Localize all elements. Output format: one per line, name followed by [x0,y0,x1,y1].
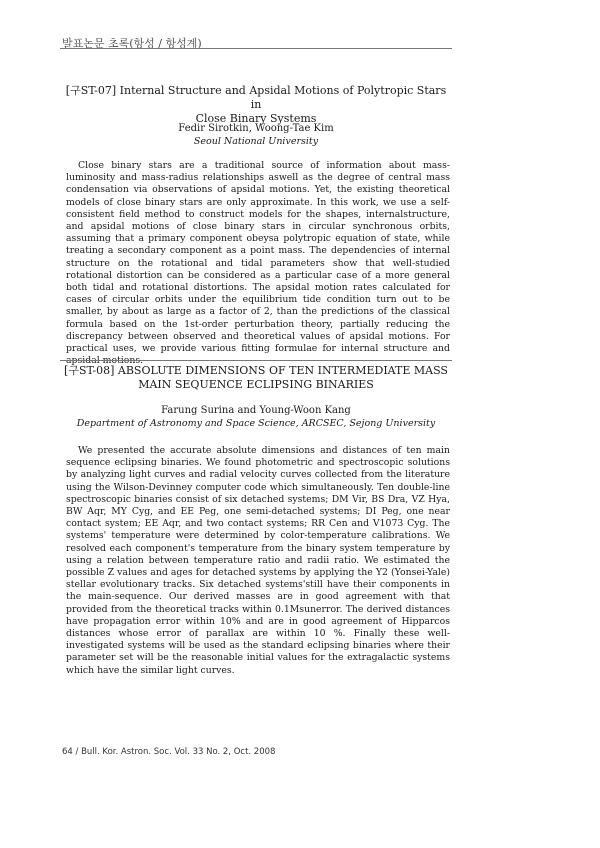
paper-affiliation: Seoul National University [193,136,319,147]
page-footer: 64 / Bull. Kor. Astron. Soc. Vol. 33 No. 2, Oct. 2008 [62,747,276,757]
paper-title-line: MAIN SEQUENCE ECLIPSING BINARIES [138,378,374,391]
running-header: 발표논문 초록(항성 / 항성계) [62,37,202,50]
paper-title-line: [구ST-08] ABSOLUTE DIMENSIONS OF TEN INTERMEDIATE MASS [64,364,448,377]
paper-title [60,364,452,392]
paper-title-line: Close Binary Systems [195,112,317,125]
paper-abstract: We presented the accurate absolute dimensions and distances of ten main sequence eclipsing binaries. We found photometric and spectroscopic solutions by analyzing light curves and radial velocity curves collected from the literature using the Wilson-Devinney computer code which simultaneously. Ten double-line spectroscopic binaries consist of six detached systems; DM Vir, BS Dra, VZ Hya, BW Aqr, MY Cyg, and EE Peg, one semi-detached systems; DI Peg, one near contact system; EE Aqr, and two contact systems; RR Cen and V1073 Cyg. The systems' temperature were determined by color-temperature calibrations. We resolved each component's temperature from the binary system temperature by using a relation between temperature ratio and radii ratio. We estimated the possible Z values and ages for detached systems by applying the Y2 (Yonsei-Yale) stellar evolutionary tracks. Six detached systems'still have their components in the main-sequence. Our derived masses are in good agreement with that provided from the theoretical tracks within 0.1Msunerror. The derived distances have propagation error within 10% and are in good agreement of Hipparcos distances whose error of parallax are within 10 %. Finally these well-investigated systems will be used as the standard eclipsing binaries where their parameter set will be the reasonable initial values for the extragalactic systems which have the similar light curves. [66,445,450,676]
paper-title-line: [구ST-07] Internal Structure and Apsidal Motions of Polytropic Stars in [65,84,447,111]
paper-affiliation: Department of Astronomy and Space Science, ARCSEC, Sejong University [76,418,436,429]
section-divider [60,360,452,361]
paper-authors: Fedir Sirotkin, Woong-Tae Kim [178,123,334,134]
paper-title [60,84,452,126]
paper-authors: Farung Surina and Young-Woon Kang [161,405,351,416]
paper-abstract: Close binary stars are a traditional source of information about mass-luminosity and mass-radius relationships aswell as the degree of central mass condensation via observations of apsidal motions. Yet, the existing theoretical models of close binary stars are only approximate. In this work, we use a self-consistent field method to construct models for the shapes, internalstructure, and apsidal motions of close binary stars in circular synchronous orbits, assuming that a primary component obeysa polytropic equation of state, while treating a secondary component as a point mass. The dependencies of internal structure on the rotational and tidal parameters show that well-studied rotational distortion can be considered as a particular case of a more general both tidal and rotational distortions. The apsidal motion rates calculated for cases of circular orbits under the equilibrium tide condition turn out to be smaller, by about as large as a factor of 2, than the predictions of the classical formula based on the 1st-order perturbation theory, partially reducing the discrepancy between observed and theoretical values of apsidal motions. For practical uses, we provide various fitting formulae for internal structure and apsidal motions. [66,160,450,367]
header-divider [60,48,452,49]
